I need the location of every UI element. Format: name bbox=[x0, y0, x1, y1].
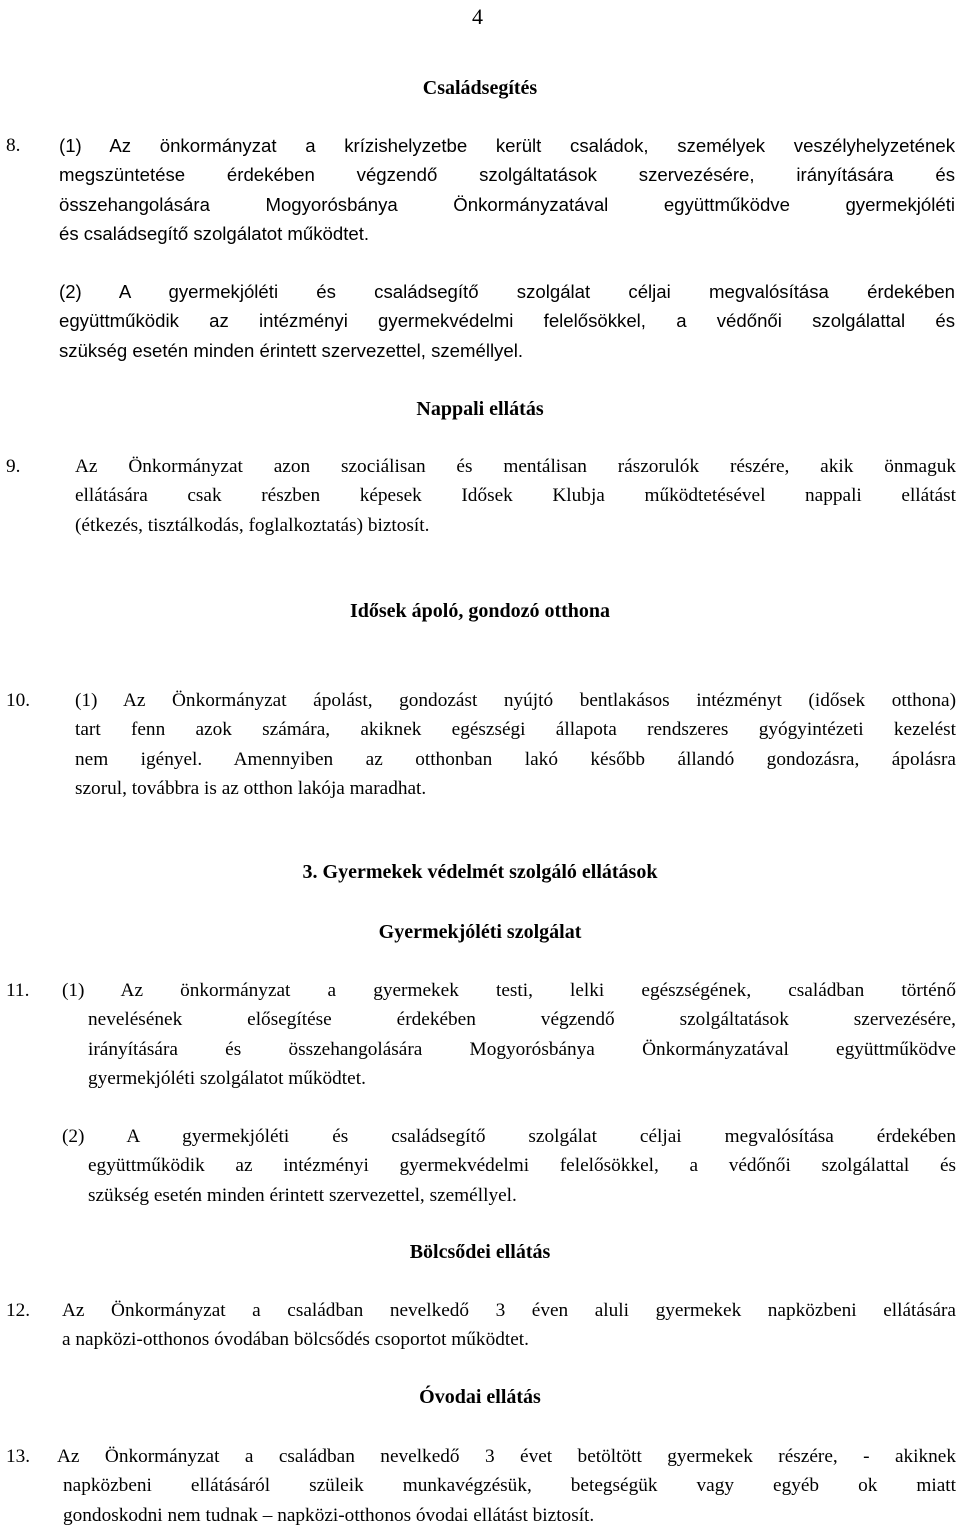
text-line: nem igényel. Amennyiben az otthonban lakó később állandó gondozásra, ápolásra bbox=[75, 748, 956, 770]
text-line: (1) Az önkormányzat a gyermekek testi, lelki egészségének, családban történő bbox=[62, 980, 956, 1001]
text-line: gyermekjóléti szolgálatot működtet. bbox=[88, 1068, 366, 1090]
text-line: összehangolására Mogyorósbánya Önkormányzatával együttműködve gyermekjóléti bbox=[59, 193, 955, 215]
text-line: és családsegítő szolgálatot működtet. bbox=[59, 223, 370, 245]
paragraph-number: 10. bbox=[6, 690, 31, 711]
text-line: (1) Az önkormányzat a krízishelyzetbe került családok, személyek veszélyhelyzetének bbox=[59, 135, 955, 156]
chapter-heading: 3. Gyermekek védelmét szolgáló ellátások bbox=[302, 861, 658, 883]
text-line: (2) A gyermekjóléti és családsegítő szolgálat céljai megvalósítása érdekében bbox=[62, 1126, 956, 1147]
section-heading: Családsegítés bbox=[422, 77, 538, 99]
text-line: megszüntetése érdekében végzendő szolgáltatások szervezésére, irányítására és bbox=[59, 164, 955, 186]
text-line: (2) A gyermekjóléti és családsegítő szolgálat céljai megvalósítása érdekében bbox=[59, 281, 955, 302]
paragraph bbox=[59, 131, 955, 249]
text-line: együttműködik az intézményi gyermekvédelmi felelősökkel, a védőnői szolgálattal és bbox=[88, 1155, 956, 1177]
paragraph-number: 13. bbox=[6, 1446, 31, 1467]
paragraph bbox=[62, 1296, 956, 1355]
section-heading: Gyermekjóléti szolgálat bbox=[378, 921, 582, 943]
text-line: a napközi-otthonos óvodában bölcsődés csoportot működtet. bbox=[62, 1329, 529, 1351]
text-line: (1) Az Önkormányzat ápolást, gondozást nyújtó bentlakásos intézményt (idősek otthona) bbox=[75, 690, 956, 711]
text-line: együttműködik az intézményi gyermekvédelmi felelősökkel, a védőnői szolgálattal és bbox=[59, 310, 955, 332]
paragraph-number: 8. bbox=[6, 135, 21, 156]
paragraph bbox=[62, 976, 956, 1094]
text-line: Az Önkormányzat azon szociálisan és mentálisan rászorulók részére, akik önmaguk bbox=[75, 456, 956, 477]
text-line: nevelésének elősegítése érdekében végzendő szolgáltatások szervezésére, bbox=[88, 1009, 956, 1031]
paragraph bbox=[75, 686, 956, 804]
text-line: napközbeni ellátásáról szüleik munkavégzésük, betegségük vagy egyéb ok miatt bbox=[63, 1475, 956, 1497]
paragraph bbox=[75, 452, 956, 540]
text-line: szükség esetén minden érintett szervezettel, személlyel. bbox=[59, 339, 524, 361]
paragraph bbox=[57, 1442, 956, 1530]
text-line: Az Önkormányzat a családban nevelkedő 3 évet betöltött gyermekek részére, - akiknek bbox=[57, 1446, 956, 1467]
text-line: szükség esetén minden érintett szervezettel, személlyel. bbox=[88, 1184, 517, 1206]
section-heading: Bölcsődei ellátás bbox=[409, 1241, 551, 1263]
text-line: ellátására csak részben képesek Idősek Klubja működtetésével nappali ellátást bbox=[75, 485, 956, 507]
paragraph bbox=[62, 1122, 956, 1210]
paragraph-number: 11. bbox=[6, 980, 30, 1001]
section-heading: Nappali ellátás bbox=[416, 398, 544, 420]
text-line: (étkezés, tisztálkodás, foglalkoztatás) biztosít. bbox=[75, 514, 430, 536]
page-number: 4 bbox=[472, 4, 483, 29]
text-line: szorul, továbbra is az otthon lakója maradhat. bbox=[75, 778, 427, 800]
text-line: Az Önkormányzat a családban nevelkedő 3 éven aluli gyermekek napközbeni ellátására bbox=[62, 1300, 956, 1321]
text-line: gondoskodni nem tudnak – napközi-otthonos óvodai ellátást biztosít. bbox=[63, 1504, 595, 1526]
paragraph bbox=[59, 277, 955, 365]
text-line: tart fenn azok számára, akiknek egészségi állapota rendszeres gyógyintézeti kezelést bbox=[75, 719, 956, 741]
section-heading: Idősek ápoló, gondozó otthona bbox=[349, 600, 611, 622]
text-line: irányítására és összehangolására Mogyorósbánya Önkormányzatával együttműködve bbox=[88, 1038, 956, 1060]
paragraph-number: 12. bbox=[6, 1300, 31, 1321]
section-heading: Óvodai ellátás bbox=[419, 1386, 541, 1408]
paragraph-number: 9. bbox=[6, 456, 21, 477]
